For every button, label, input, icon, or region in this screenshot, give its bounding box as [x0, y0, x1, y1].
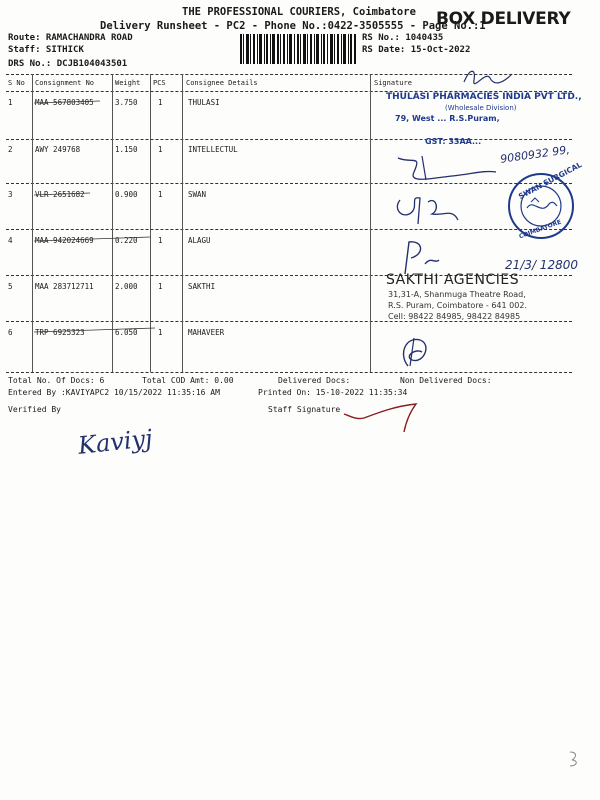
delivered-docs: Delivered Docs:	[278, 376, 351, 385]
company-title: THE PROFESSIONAL COURIERS, Coimbatore	[182, 6, 416, 18]
route-label: Route: RAMACHANDRA ROAD	[8, 33, 133, 43]
col-header-consignee: Consignee Details	[186, 79, 258, 87]
table-row-consignment: TRP 6925323	[35, 328, 85, 337]
table-row-consignee: ALAGU	[188, 236, 211, 245]
table-row-consignee: SAKTHI	[188, 282, 216, 291]
table-row-consignee: SWAN	[188, 190, 207, 199]
col-header-consignment: Consignment No	[35, 79, 95, 87]
signature-mahaveer	[392, 330, 440, 370]
non-delivered-docs: Non Delivered Docs:	[400, 376, 492, 385]
barcode	[240, 34, 356, 64]
col-header-pcs: PCS	[153, 79, 166, 87]
staff-label: Staff: SITHICK	[8, 45, 84, 55]
table-row-consignee: THULASI	[188, 98, 220, 107]
printed-on: Printed On: 15-10-2022 11:35:34	[258, 388, 408, 397]
drs-number: DRS No.: DCJB104043501	[8, 59, 128, 69]
table-row-pcs: 1	[158, 282, 163, 291]
col-header-weight: Weight	[115, 79, 141, 87]
table-row-sno: 6	[8, 328, 13, 337]
handwritten-sakthi-note: 21/3/ 12800	[505, 258, 578, 272]
strike-marks	[30, 95, 170, 345]
table-row-pcs: 1	[158, 190, 163, 199]
seal-text-top: SWAN SURGICAL	[517, 160, 584, 201]
table-row-pcs: 1	[158, 98, 163, 107]
verified-by: Verified By	[8, 405, 61, 414]
seal-text-bottom: COIMBATORE	[518, 218, 563, 241]
table-row-weight: 1.150	[115, 145, 138, 154]
table-row-weight: 0.220	[115, 236, 138, 245]
stamp-thulasi-division: (Wholesale Division)	[445, 104, 517, 112]
table-row-sno: 1	[8, 98, 13, 107]
staff-signature-mark	[340, 398, 430, 438]
table-row-pcs: 1	[158, 328, 163, 337]
staff-signature-label: Staff Signature	[268, 405, 341, 414]
rs-number: RS No.: 1040435	[362, 33, 444, 43]
table-row-sno: 5	[8, 282, 13, 291]
col-header-signature: Signature	[374, 79, 412, 87]
table-row-consignee: MAHAVEER	[188, 328, 225, 337]
runsheet-title: Delivery Runsheet - PC2 - Phone No.:0422-3505555 - Page No.:1	[100, 20, 486, 32]
table-row-consignee: INTELLECTUL	[188, 145, 238, 154]
column-divider	[370, 74, 371, 372]
table-row-pcs: 1	[158, 236, 163, 245]
table-row-consignment: MAA 283712711	[35, 282, 94, 291]
table-row-pcs: 1	[158, 145, 163, 154]
table-row-consignment: VLR 2651682	[35, 190, 85, 199]
table-row-weight: 3.750	[115, 98, 138, 107]
total-docs: Total No. Of Docs: 6	[8, 376, 105, 385]
table-row-consignment: AWY 249768	[35, 145, 81, 154]
table-row-weight: 2.000	[115, 282, 138, 291]
verifier-signature: Kaviyj	[76, 424, 154, 460]
table-row-sno: 4	[8, 236, 13, 245]
stamp-sakthi-address2: R.S. Puram, Coimbatore - 641 002.	[388, 301, 527, 310]
entered-by: Entered By :KAVIYAPC2 10/15/2022 11:35:16 AM	[8, 388, 220, 397]
column-divider	[182, 74, 183, 372]
table-row-weight: 0.900	[115, 190, 138, 199]
stamp-thulasi-address: 79, West ... R.S.Puram,	[395, 114, 500, 123]
corner-mark	[568, 750, 582, 768]
stamp-sakthi-cell: Cell: 98422 84985, 98422 84985	[388, 312, 521, 321]
rs-date: RS Date: 15-Oct-2022	[362, 45, 471, 55]
table-row-consignment: MAA 942024669	[35, 236, 94, 245]
signature-swan	[392, 190, 492, 232]
stamp-thulasi-name: THULASI PHARMACIES INDIA PVT LTD.,	[386, 92, 582, 102]
table-bottom-line	[6, 372, 572, 373]
stamp-sakthi-name: SAKTHI AGENCIES	[386, 272, 520, 288]
stamp-thulasi-gst: GST: 33AA...	[425, 137, 482, 146]
stamp-sakthi-address1: 31,31-A, Shanmuga Theatre Road,	[388, 290, 526, 299]
table-row-weight: 6.050	[115, 328, 138, 337]
total-cod: Total COD Amt: 0.00	[142, 376, 234, 385]
box-delivery-label: BOX DELIVERY	[436, 9, 571, 29]
signature-intellectul	[392, 150, 502, 186]
table-row-sno: 2	[8, 145, 13, 154]
col-header-sno: S No	[8, 79, 25, 87]
table-row-consignment: MAA 567803405	[35, 98, 94, 107]
table-row-sno: 3	[8, 190, 13, 199]
handwritten-phone: 9080932 99,	[499, 143, 571, 166]
signature-thulasi	[460, 66, 520, 90]
